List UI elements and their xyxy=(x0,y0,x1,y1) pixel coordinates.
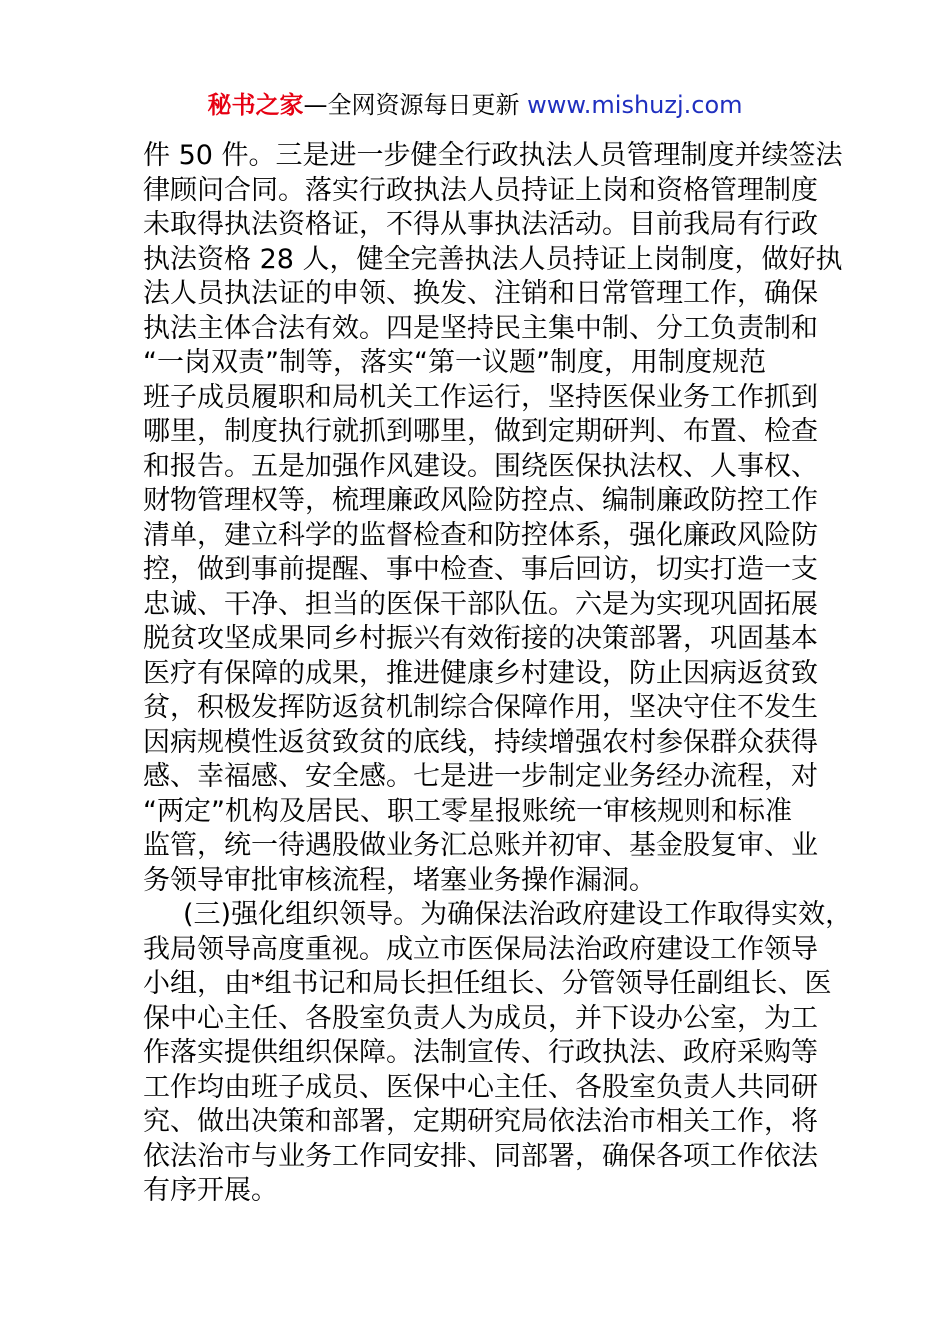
text-line: 因病规模性返贫致贫的底线，持续增强农村参保群众获得 xyxy=(143,726,818,758)
text-line: 务领导审批审核流程，堵塞业务操作漏洞。 xyxy=(143,864,656,896)
text-line: 究、做出决策和部署，定期研究局依法治市相关工作，将 xyxy=(143,1106,818,1137)
text-line: 依法治市与业务工作同安排、同部署，确保各项工作依法 xyxy=(143,1140,818,1172)
header-tagline: —全网资源每日更新 xyxy=(303,91,520,119)
text-line: 未取得执法资格证，不得从事执法活动。目前我局有行政 xyxy=(143,209,818,240)
text-line: 脱贫攻坚成果同乡村振兴有效衔接的决策部署，巩固基本 xyxy=(143,623,818,654)
brand-name: 秘书之家 xyxy=(207,91,304,119)
text-line: 忠诚、干净、担当的医保干部队伍。六是为实现巩固拓展 xyxy=(143,588,818,620)
document-body xyxy=(143,139,853,1209)
text-line: 执法主体合法有效。四是坚持民主集中制、分工负责制和 xyxy=(143,312,818,344)
text-line: 和报告。五是加强作风建设。围绕医保执法权、人事权、 xyxy=(143,450,818,482)
website-link[interactable]: www.mishuzj.com xyxy=(527,91,743,119)
text-line: 我局领导高度重视。成立市医保局法治政府建设工作领导 xyxy=(143,933,818,965)
text-line: 件 50 件。三是进一步健全行政执法人员管理制度并续签法 xyxy=(143,140,843,171)
text-line: 保中心主任、各股室负责人为成员，并下设办公室，为工 xyxy=(143,1002,818,1034)
text-line: 小组，由*组书记和局长担任组长、分管领导任副组长、医 xyxy=(143,968,832,999)
text-line: 监管，统一待遇股做业务汇总账并初审、基金股复审、业 xyxy=(143,830,818,861)
text-line: 执法资格 28 人，健全完善执法人员持证上岗制度，做好执 xyxy=(143,243,843,275)
text-line: “一岗双责”制等，落实“第一议题”制度，用制度规范 xyxy=(143,347,766,378)
text-line: 律顾问合同。落实行政执法人员持证上岗和资格管理制度 xyxy=(143,174,818,206)
text-line: 班子成员履职和局机关工作运行，坚持医保业务工作抓到 xyxy=(143,381,818,413)
text-line: 控，做到事前提醒、事中检查、事后回访，切实打造一支 xyxy=(143,554,818,585)
text-line: 有序开展。 xyxy=(143,1175,278,1206)
text-line: 作落实提供组织保障。法制宣传、行政执法、政府采购等 xyxy=(143,1037,818,1068)
text-line: 财物管理权等，梳理廉政风险防控点、编制廉政防控工作 xyxy=(143,485,818,516)
text-line: 工作均由班子成员、医保中心主任、各股室负责人共同研 xyxy=(143,1071,818,1103)
text-line: 医疗有保障的成果，推进健康乡村建设，防止因病返贫致 xyxy=(143,657,818,689)
section-heading-line: (三)强化组织领导。为确保法治政府建设工作取得实效， xyxy=(183,899,853,930)
text-line: 哪里，制度执行就抓到哪里，做到定期研判、布置、检查 xyxy=(143,416,818,447)
text-line: 感、幸福感、安全感。七是进一步制定业务经办流程，对 xyxy=(143,761,818,792)
text-line: 贫，积极发挥防返贫机制综合保障作用，坚决守住不发生 xyxy=(143,692,818,723)
text-line: 清单，建立科学的监督检查和防控体系，强化廉政风险防 xyxy=(143,519,818,551)
text-line: 法人员执法证的申领、换发、注销和日常管理工作，确保 xyxy=(143,278,818,309)
text-line: “两定”机构及居民、职工零星报账统一审核规则和标准 xyxy=(143,795,792,827)
page-header xyxy=(0,88,950,122)
